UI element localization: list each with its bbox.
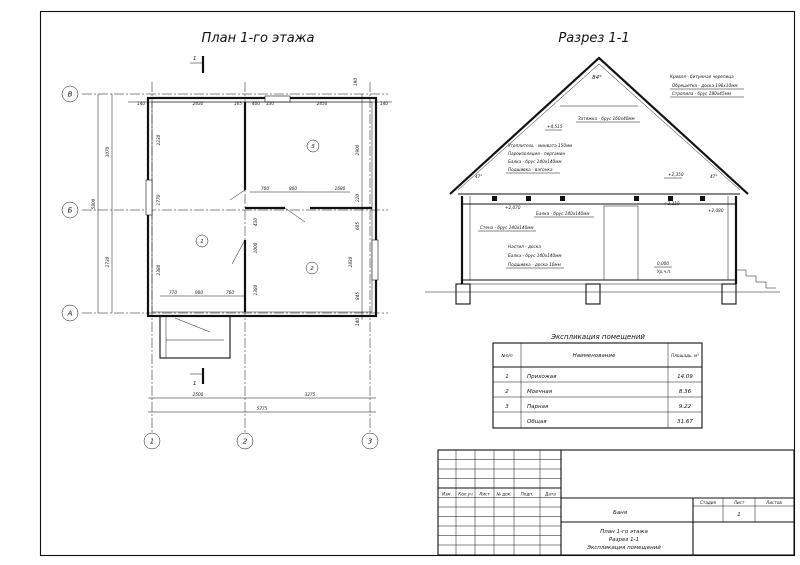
dim-mid-3: 1680 [334,186,346,191]
stamp-sheet-no: 1 [737,512,741,518]
room-3-marker: 3 [311,144,315,150]
floor-plan [62,31,392,449]
dim-right-1: 2900 [355,144,360,156]
explication-title: Экспликация помещений [551,333,645,341]
explication-row-name: Моечная [527,389,553,395]
dim-mid-1: 700 [261,186,269,191]
dim-right-4: 2830 [348,256,353,268]
room-1-marker: 1 [200,239,204,245]
explication-row-area: 9.22 [678,404,692,410]
angle-right: 47° [710,174,718,179]
stamp-col-label: № док. [496,491,512,497]
explication-row-num: 1 [505,374,509,380]
stamp-col-label: Кол.уч [458,491,473,497]
dim-left-total: 5800 [91,198,96,210]
dim-left-inner-3: 2380 [156,264,161,276]
explication-header-area: Площадь, м² [671,353,699,358]
explication-header-name: Наименование [572,353,616,359]
stamp-col-label: Дата [545,491,556,497]
level-0000: 0,000 [657,261,669,266]
section-view [425,31,780,304]
explication-row-num: 3 [505,404,509,410]
dim-top-3: 165 [234,101,242,106]
dim-left-outer-1: 3070 [105,146,110,158]
label-wall: Стена - брус 140х140мм [480,225,534,230]
dim-top-7: 140 [380,101,388,106]
stamp-content-2: Разрез 1-1 [608,537,640,543]
stamp-col-label: Подп. [520,491,534,497]
level-4515: +4,515 [547,124,563,129]
dim-door-3: 760 [226,290,234,295]
dim-overall-total: 5775 [256,406,268,411]
dim-mid-2: 800 [289,186,297,191]
stamp-object: Баня [612,510,628,516]
title-block [438,450,794,555]
angle-top: 84° [592,75,602,81]
explication-row-area: 31.67 [677,419,693,425]
dim-top-4: 400 [252,101,260,106]
axis-2: 2 [242,437,248,446]
label-roof-3: Стропила - брус 180х45мм [672,91,731,96]
label-tie: Затяжка - брус 160х40мм [578,116,635,121]
dim-inner-v-3: 1380 [253,284,258,296]
section-mark-top: 1 [193,56,197,62]
stamp-sheets: Листов [766,500,782,505]
dim-door-2: 900 [195,290,203,295]
label-floor-2: Балка - брус 140х140мм [508,253,562,258]
axis-b: Б [67,206,73,215]
dim-top-5: 330 [266,101,274,106]
explication-header-num: №п/п [501,353,513,358]
angle-left: 47° [475,174,483,179]
dim-right-6: 140 [355,318,360,326]
explication-row-area: 8.36 [678,389,692,395]
dim-right-3: 605 [355,222,360,230]
room-2-marker: 2 [310,266,314,272]
explication-row-area: 14.09 [677,374,693,380]
explication-row-name: Прихожая [527,374,557,380]
dim-left-inner-1: 2230 [156,134,161,146]
plan-title: План 1-го этажа [201,31,315,46]
dim-inner-v-1: 430 [253,218,258,226]
stamp-col-label: Лист [479,491,490,497]
explication-row-name: Парная [527,404,549,410]
dim-left-inner-2: 1770 [156,194,161,206]
level-2070: +2,070 [505,205,521,210]
level-2350: +2,350 [668,172,684,177]
dim-top-6: 2450 [316,101,328,106]
dim-right-5: 845 [355,292,360,300]
stamp-content-1: План 1-го этажа [600,529,648,535]
floor-level-note: Ур.ч.п. [657,269,672,274]
label-floor-1: Настил - доска [508,244,541,249]
label-floor-3: Подшивка - доска 10мм [508,262,561,267]
explication-row-name: Общая [527,419,547,425]
label-ins-4: Подшивка - вагонка [508,167,553,172]
dim-top-right: 190 [353,78,358,86]
axis-a: А [67,309,73,318]
axis-3: 3 [367,437,373,446]
stamp-col-label: Изм. [442,491,452,497]
dim-top-1: 140 [137,101,145,106]
explication-table [493,333,702,428]
dim-inner-v-2: 1000 [253,242,258,254]
label-ins-3: Балка - брус 140х140мм [508,159,562,164]
stamp-stage: Стадия [699,500,717,505]
label-ins-1: Утеплитель - минвата 150мм [508,143,573,148]
axis-1: 1 [149,437,155,446]
dim-top-2: 2430 [192,101,204,106]
dim-overall-2: 3275 [304,392,316,397]
section-title: Разрез 1-1 [558,31,630,46]
label-beam: Балка - брус 140х140мм [536,211,590,216]
dim-right-2: 220 [355,194,360,202]
stamp-content-3: Экспликация помещений [587,545,661,551]
axis-v: В [67,90,73,99]
dim-door-1: 770 [169,290,177,295]
section-mark-bottom: 1 [193,381,197,387]
dim-left-outer-2: 2730 [105,256,110,268]
label-roof-1: Кровля - битумная черепица [670,74,734,79]
dim-overall-1: 2500 [192,392,204,397]
explication-row-num: 2 [505,389,509,395]
level-2080: +2,080 [708,208,724,213]
label-ins-2: Пароизоляция - пергамин [508,151,566,156]
label-roof-2: Обрешетка - доска 196х10мм [672,83,738,88]
stamp-sheet: Лист [733,500,745,505]
level-2210: +2,210 [664,201,680,206]
